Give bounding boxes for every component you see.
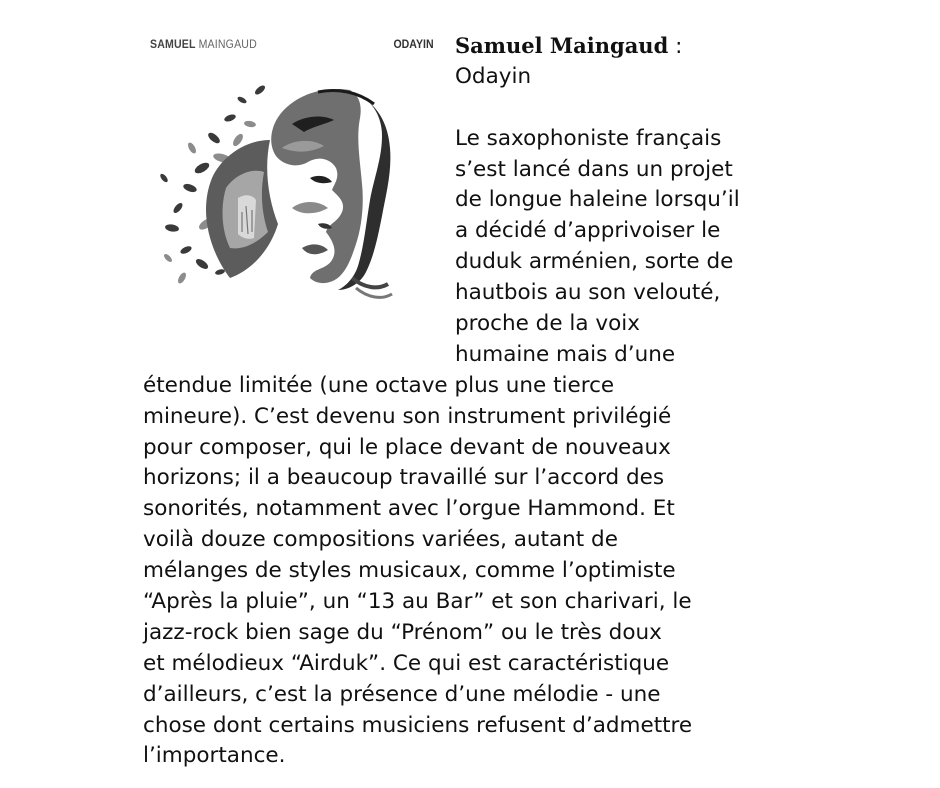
text-line: hautbois au son velouté, <box>455 280 721 306</box>
text-line: “Après la pluie”, un “13 au Bar” et son charivari, le <box>143 589 692 615</box>
text-line: sonorités, notamment avec l’orgue Hammond. Et <box>143 496 675 522</box>
heading-separator: : <box>668 34 683 59</box>
text-line: proche de la voix <box>455 311 640 337</box>
cover-artist-last: MAINGAUD <box>198 37 257 51</box>
review-article <box>143 31 793 772</box>
text-line: jazz-rock bien sage du “Prénom” ou le très doux <box>143 619 662 645</box>
text-line: horizons; il a beaucoup travaillé sur l’accord des <box>143 465 665 491</box>
text-line: voilà douze compositions variées, autant de <box>143 527 618 553</box>
article-heading <box>143 31 793 62</box>
text-line: et mélodieux “Airduk”. Ce qui est caractéristique <box>143 650 670 676</box>
text-line: l’importance. <box>143 743 286 769</box>
cover-album-title: ODAYIN <box>393 37 434 51</box>
text-line: étendue limitée (une octave plus une tierce <box>143 372 615 398</box>
cover-artist-first: SAMUEL <box>150 37 196 51</box>
text-line: chose dont certains musiciens refusent d’admettre <box>143 712 693 738</box>
text-line: s’est lancé dans un projet <box>455 156 733 182</box>
text-line: pour composer, qui le place devant de nouveaux <box>143 434 671 460</box>
text-line: mineure). C’est devenu son instrument privilégié <box>143 403 672 429</box>
text-line: Odayin <box>455 63 532 89</box>
text-line: a décidé d’apprivoiser le <box>455 218 721 244</box>
text-line: d’ailleurs, c’est la présence d’une mélodie - une <box>143 681 661 707</box>
text-line: duduk arménien, sorte de <box>455 249 734 275</box>
text-line: de longue haleine lorsqu’il <box>455 187 740 213</box>
text-line: mélanges de styles musicaux, comme l’optimiste <box>143 558 676 584</box>
text-line: humaine mais d’une <box>455 341 676 367</box>
artist-name: Samuel Maingaud <box>455 33 669 58</box>
text-line <box>143 93 793 124</box>
text-line: Le saxophoniste français <box>455 125 722 151</box>
